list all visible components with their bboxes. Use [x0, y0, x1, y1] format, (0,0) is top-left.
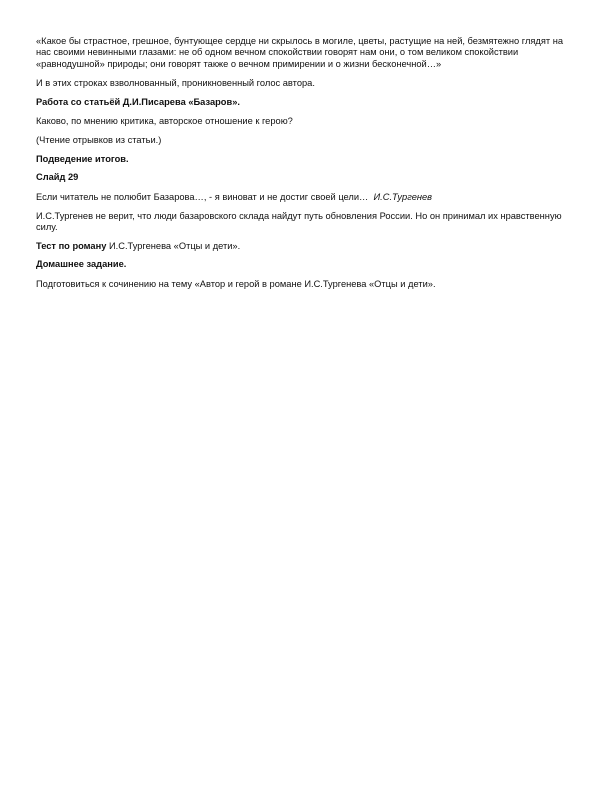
homework-paragraph: Подготовиться к сочинению на тему «Автор и герой в романе И.С.Тургенева «Отцы и дети».: [36, 278, 436, 289]
turgenev-quote-text: Если читатель не полюбит Базарова…, - я виноват и не достиг своей цели…: [36, 191, 369, 202]
quote-paragraph: «Какое бы страстное, грешное, бунтующее сердце ни скрылось в могиле, цветы, растущие на ней, безмятежно глядят на нас своими невинными глазами: не об одном вечном спокойствии говорят нам они, о том великом спокойствии «равнодушной» природы; они говорят также о вечном примирении и о жизни бесконечной…»: [36, 36, 564, 69]
turgenev-quote-paragraph: [36, 192, 576, 203]
question-paragraph: Каково, по мнению критика, авторское отношение к герою?: [36, 116, 293, 127]
author-voice-paragraph: И в этих строках взволнованный, проникновенный голос автора.: [36, 78, 315, 89]
section-heading-pisarev-text: Работа со статьёй Д.И.Писарева «Базаров».: [36, 96, 240, 107]
test-paragraph: [36, 241, 576, 252]
reading-note-paragraph: (Чтение отрывков из статьи.): [36, 135, 162, 146]
section-heading-homework: [36, 259, 576, 270]
section-heading-homework-text: Домашнее задание.: [36, 259, 127, 270]
conclusion-paragraph: И.С.Тургенев не верит, что люди базаровского склада найдут путь обновления России. Но он принимал их нравственную силу.: [36, 211, 562, 233]
section-heading-summary: [36, 154, 576, 165]
section-heading-summary-text: Подведение итогов.: [36, 153, 129, 164]
section-heading-pisarev: [36, 97, 576, 108]
slide-label: [36, 172, 576, 183]
slide-label-text: Слайд 29: [36, 172, 79, 183]
turgenev-attribution: И.С.Тургенев: [373, 191, 433, 202]
document-body: [36, 36, 576, 290]
test-label: Тест по роману: [36, 240, 107, 251]
test-text: И.С.Тургенева «Отцы и дети».: [106, 240, 241, 251]
